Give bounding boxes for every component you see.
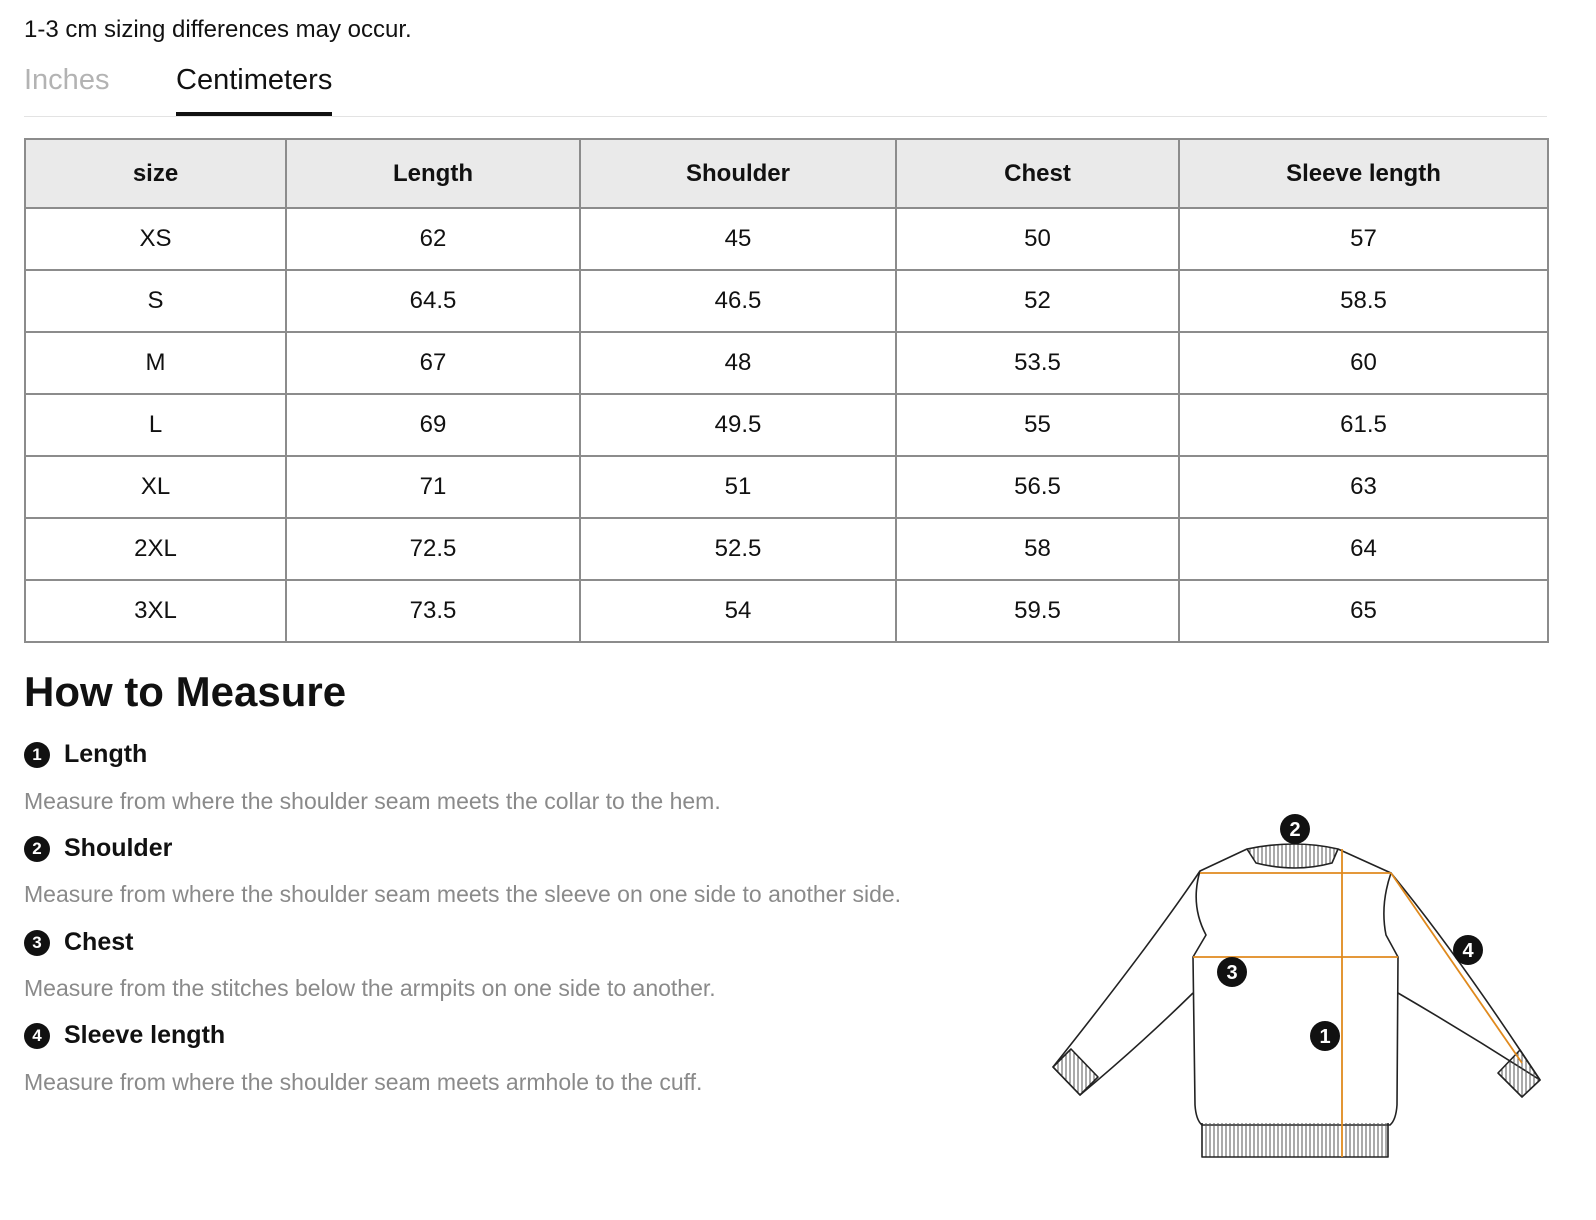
marker-4-label: 4 <box>1462 940 1474 962</box>
cell-size: S <box>25 270 286 332</box>
cell-sleeve-length: 57 <box>1179 208 1548 270</box>
table-row <box>25 456 1548 518</box>
cell-size: 3XL <box>25 580 286 642</box>
step-description: Measure from where the shoulder seam meets the collar to the hem. <box>24 788 721 814</box>
step-label: Length <box>64 740 148 768</box>
sweater-icon <box>1040 805 1560 1175</box>
number-2-icon: 2 <box>24 836 50 862</box>
step-sleeve-length <box>24 1021 225 1050</box>
table-row <box>25 208 1548 270</box>
tab-centimeters[interactable]: Centimeters <box>176 64 332 116</box>
cell-length: 69 <box>286 394 580 456</box>
table-row <box>25 332 1548 394</box>
table-row <box>25 394 1548 456</box>
cell-length: 71 <box>286 456 580 518</box>
cell-length: 67 <box>286 332 580 394</box>
cell-size: L <box>25 394 286 456</box>
cell-chest: 55 <box>896 394 1179 456</box>
cell-shoulder: 45 <box>580 208 896 270</box>
number-4-icon: 4 <box>24 1023 50 1049</box>
size-table <box>24 138 1549 643</box>
cell-chest: 59.5 <box>896 580 1179 642</box>
step-label: Chest <box>64 928 134 956</box>
table-header-row <box>25 139 1548 208</box>
marker-1-label: 1 <box>1319 1026 1331 1048</box>
marker-2-label: 2 <box>1289 819 1301 841</box>
header-chest: Chest <box>896 139 1179 208</box>
table-row <box>25 270 1548 332</box>
cell-sleeve-length: 65 <box>1179 580 1548 642</box>
step-shoulder <box>24 834 172 863</box>
cell-shoulder: 46.5 <box>580 270 896 332</box>
tab-inches[interactable]: Inches <box>24 64 110 96</box>
cell-length: 73.5 <box>286 580 580 642</box>
sizing-note: 1-3 cm sizing differences may occur. <box>24 16 412 43</box>
number-1-icon: 1 <box>24 742 50 768</box>
cell-sleeve-length: 60 <box>1179 332 1548 394</box>
header-length: Length <box>286 139 580 208</box>
cell-length: 62 <box>286 208 580 270</box>
table-row <box>25 580 1548 642</box>
how-to-measure-title: How to Measure <box>24 668 347 715</box>
step-chest <box>24 928 133 957</box>
cell-shoulder: 49.5 <box>580 394 896 456</box>
header-size: size <box>25 139 286 208</box>
header-shoulder: Shoulder <box>580 139 896 208</box>
step-label: Shoulder <box>64 834 173 862</box>
step-description: Measure from the stitches below the armpits on one side to another. <box>24 975 716 1001</box>
step-length <box>24 740 147 769</box>
cell-sleeve-length: 58.5 <box>1179 270 1548 332</box>
cell-chest: 52 <box>896 270 1179 332</box>
cell-chest: 58 <box>896 518 1179 580</box>
cell-length: 64.5 <box>286 270 580 332</box>
cell-shoulder: 54 <box>580 580 896 642</box>
header-sleeve-length: Sleeve length <box>1179 139 1548 208</box>
unit-tabs <box>24 64 1547 117</box>
cell-shoulder: 48 <box>580 332 896 394</box>
cell-sleeve-length: 64 <box>1179 518 1548 580</box>
cell-length: 72.5 <box>286 518 580 580</box>
cell-size: XS <box>25 208 286 270</box>
sweater-diagram <box>1040 805 1560 1175</box>
marker-3-label: 3 <box>1226 962 1238 984</box>
cell-sleeve-length: 63 <box>1179 456 1548 518</box>
step-description: Measure from where the shoulder seam meets the sleeve on one side to another side. <box>24 881 902 907</box>
cell-size: 2XL <box>25 518 286 580</box>
cell-chest: 56.5 <box>896 456 1179 518</box>
cell-size: XL <box>25 456 286 518</box>
cell-chest: 53.5 <box>896 332 1179 394</box>
cell-shoulder: 52.5 <box>580 518 896 580</box>
cell-size: M <box>25 332 286 394</box>
step-label: Sleeve length <box>64 1021 226 1049</box>
table-row <box>25 518 1548 580</box>
cell-chest: 50 <box>896 208 1179 270</box>
cell-shoulder: 51 <box>580 456 896 518</box>
number-3-icon: 3 <box>24 930 50 956</box>
step-description: Measure from where the shoulder seam meets armhole to the cuff. <box>24 1069 703 1095</box>
cell-sleeve-length: 61.5 <box>1179 394 1548 456</box>
